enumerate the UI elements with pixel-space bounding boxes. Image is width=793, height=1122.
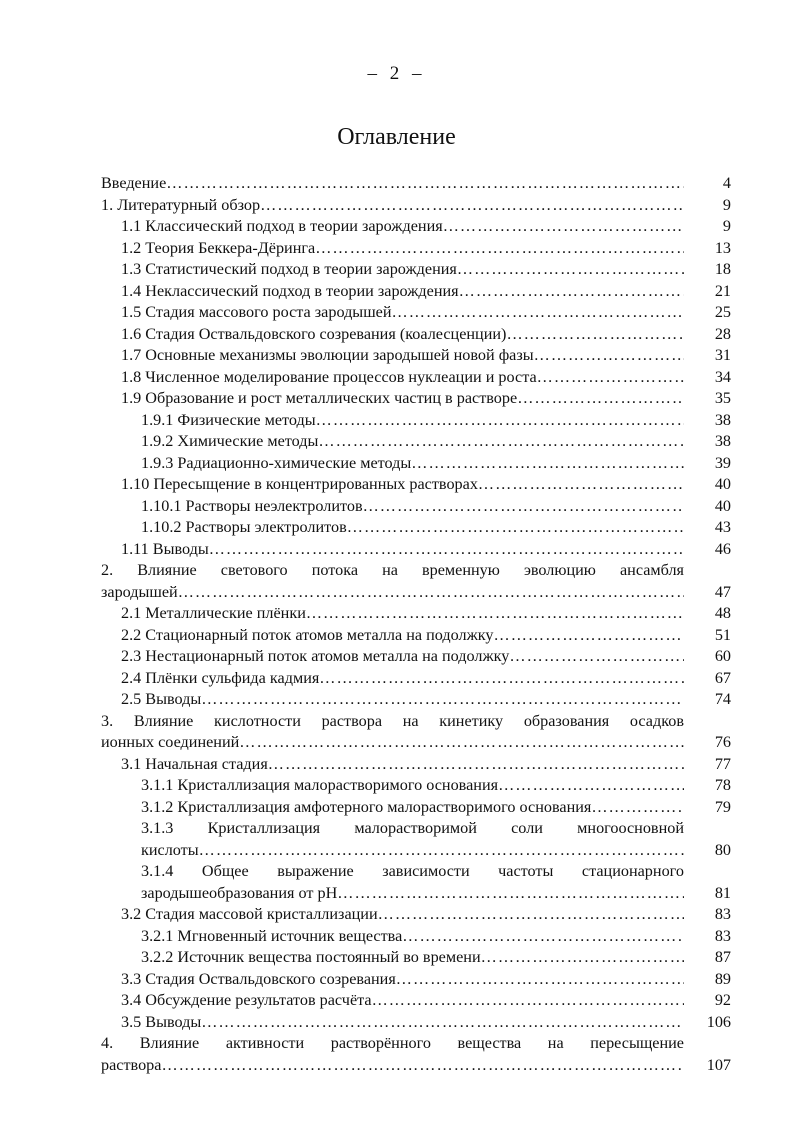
toc-entry-page: 77 <box>714 754 731 773</box>
dot-leader <box>372 990 684 1012</box>
toc-entry <box>101 302 731 324</box>
dot-leader <box>337 883 684 905</box>
toc-entry-page: 4 <box>722 174 731 192</box>
toc-entry-page: 74 <box>714 690 731 708</box>
toc-entry-title: 1.9.1 Физические методы <box>141 410 316 429</box>
toc-entry-title: Введение <box>101 174 167 192</box>
toc-entry-page: 48 <box>714 604 731 622</box>
toc-entry-title: раствора <box>101 1055 162 1074</box>
toc-entry-title-line: 4. Влияние активности растворённого вещества на пересыщение <box>101 1034 684 1052</box>
dot-leader <box>209 539 684 561</box>
toc-entry <box>101 1012 731 1034</box>
toc-entry-title: ионных соединений <box>101 733 240 751</box>
toc-entry <box>101 259 731 281</box>
toc-entry-title: 3.2.1 Мгновенный источник вещества <box>141 926 403 945</box>
toc-entry-page: 60 <box>714 647 731 665</box>
toc-entry-title: 3.3 Стадия Оствальдовского созревания <box>121 969 396 988</box>
toc-entry-page: 34 <box>714 367 731 386</box>
toc-entry-title: 1.9.3 Радиационно-химические методы <box>141 453 412 472</box>
dot-leader <box>161 1055 684 1077</box>
dot-leader <box>481 947 684 969</box>
toc-entry-page: 87 <box>714 948 731 966</box>
dot-leader <box>178 582 684 604</box>
toc-entry-title: 1.9 Образование и рост металлических частиц в растворе <box>121 389 518 407</box>
toc-entry-title-line: 2. Влияние светового потока на временную эволюцию ансамбля <box>101 561 684 579</box>
toc-entry-title: 1.10.2 Растворы электролитов <box>141 518 347 536</box>
dot-leader <box>478 474 684 496</box>
toc-entry <box>101 1033 731 1076</box>
toc-entry <box>101 603 731 625</box>
toc-entry <box>101 797 731 819</box>
toc-entry-page: 107 <box>706 1055 731 1074</box>
toc-entry-page: 35 <box>714 389 731 407</box>
toc-entry-title: 3.2.2 Источник вещества постоянный во времени <box>141 948 481 966</box>
toc-entry-title: кислоты <box>141 840 199 859</box>
toc-entry <box>101 560 731 603</box>
toc-entry-page: 92 <box>714 991 731 1009</box>
dot-leader <box>411 453 684 475</box>
toc-entry <box>101 689 731 711</box>
toc-entry-page: 39 <box>714 453 731 472</box>
toc-entry <box>101 711 731 754</box>
toc-entry-title: 1.6 Стадия Оствальдовского созревания (коалесценции) <box>121 324 507 343</box>
toc-entry-title: 1.10.1 Растворы неэлектролитов <box>141 496 363 515</box>
toc-entry <box>101 625 731 647</box>
toc-entry-page: 83 <box>714 905 731 923</box>
toc-entry <box>101 969 731 991</box>
toc-entry-title: 3.1 Начальная стадия <box>121 754 268 773</box>
toc-entry <box>101 410 731 432</box>
toc-entry-page: 46 <box>714 539 731 558</box>
dot-leader <box>517 388 684 410</box>
table-of-contents <box>101 173 731 1076</box>
toc-entry-title: зародышей <box>101 582 178 601</box>
dot-leader <box>347 517 684 539</box>
dot-leader <box>260 195 684 217</box>
toc-entry-title: 1.10 Пересыщение в концентрированных растворах <box>121 475 478 493</box>
toc-entry-title-line: 3.1.3 Кристаллизация малорастворимой соли многоосновной <box>141 819 684 837</box>
dot-leader <box>506 324 684 346</box>
dot-leader <box>509 646 684 668</box>
toc-entry <box>101 496 731 518</box>
toc-entry <box>101 926 731 948</box>
toc-entry-page: 106 <box>706 1012 731 1031</box>
toc-entry-page: 43 <box>714 518 731 536</box>
toc-entry-title: 3.5 Выводы <box>121 1012 202 1031</box>
toc-entry <box>101 281 731 303</box>
toc-entry-page: 76 <box>714 733 731 751</box>
toc-entry <box>101 216 731 238</box>
toc-entry-title: 1.11 Выводы <box>121 539 209 558</box>
dot-leader <box>166 173 684 195</box>
dot-leader <box>239 732 684 754</box>
dot-leader <box>392 302 685 324</box>
toc-entry-title: 2.2 Стационарный поток атомов металла на подолжку <box>121 625 494 644</box>
toc-entry <box>101 388 731 410</box>
toc-entry <box>101 238 731 260</box>
toc-entry-page: 21 <box>714 281 731 300</box>
toc-entry-page: 67 <box>714 668 731 687</box>
page-title: Оглавление <box>337 124 456 150</box>
toc-entry <box>101 947 731 969</box>
toc-entry-page: 47 <box>714 582 731 601</box>
toc-entry-page: 9 <box>722 217 731 235</box>
toc-entry-page: 9 <box>722 195 731 214</box>
toc-entry <box>101 818 731 861</box>
toc-entry-page: 40 <box>714 496 731 515</box>
toc-entry <box>101 367 731 389</box>
toc-entry <box>101 990 731 1012</box>
dot-leader <box>363 496 684 518</box>
toc-entry-title: 3.2 Стадия массовой кристаллизации <box>121 905 378 923</box>
toc-entry-title: 2.3 Нестационарный поток атомов металла на подолжку <box>121 647 510 665</box>
toc-entry-title: 1.7 Основные механизмы эволюции зародышей новой фазы <box>121 346 534 364</box>
toc-entry <box>101 474 731 496</box>
dot-leader <box>316 410 684 432</box>
toc-entry <box>101 453 731 475</box>
toc-entry <box>101 195 731 217</box>
toc-entry-title-line: 3. Влияние кислотности раствора на кинетику образования осадков <box>101 711 684 730</box>
toc-entry-page: 31 <box>714 346 731 364</box>
toc-entry-page: 28 <box>714 324 731 343</box>
toc-entry-page: 79 <box>714 797 731 816</box>
toc-entry-title: 1.1 Классический подход в теории зарождения <box>121 217 443 235</box>
toc-entry-page: 40 <box>714 475 731 493</box>
dot-leader <box>268 754 684 776</box>
dot-leader <box>396 969 684 991</box>
toc-entry-page: 80 <box>714 840 731 859</box>
dot-leader <box>306 603 684 625</box>
toc-entry-page: 18 <box>714 260 731 278</box>
toc-entry <box>101 775 731 797</box>
toc-entry-title: 2.5 Выводы <box>121 690 202 708</box>
dot-leader <box>459 281 684 303</box>
toc-entry-page: 83 <box>714 926 731 945</box>
toc-entry-page: 51 <box>714 625 731 644</box>
toc-entry-page: 25 <box>714 303 731 321</box>
toc-entry-title-line: 3.1.4 Общее выражение зависимости частоты стационарного <box>141 862 684 880</box>
page-number: – 2 – <box>367 63 426 84</box>
dot-leader <box>443 216 684 238</box>
toc-entry-title: 1.9.2 Химические методы <box>141 432 319 450</box>
toc-entry <box>101 646 731 668</box>
dot-leader <box>457 259 684 281</box>
toc-entry-page: 38 <box>714 432 731 450</box>
toc-entry-title: 1.8 Численное моделирование процессов нуклеации и роста <box>121 367 537 386</box>
toc-entry-title: 1.4 Неклассический подход в теории зарождения <box>121 281 459 300</box>
toc-entry <box>101 861 731 904</box>
toc-entry-page: 81 <box>714 883 731 902</box>
toc-entry <box>101 517 731 539</box>
toc-entry-title: 3.4 Обсуждение результатов расчёта <box>121 991 372 1009</box>
dot-leader <box>318 431 684 453</box>
toc-entry-title: 1.3 Статистический подход в теории зарождения <box>121 260 457 278</box>
toc-entry-page: 13 <box>714 238 731 257</box>
dot-leader <box>319 668 684 690</box>
toc-entry-page: 78 <box>714 776 731 794</box>
toc-entry <box>101 904 731 926</box>
toc-entry-page: 89 <box>714 969 731 988</box>
toc-entry-title: 2.1 Металлические плёнки <box>121 604 306 622</box>
dot-leader <box>315 238 684 260</box>
dot-leader <box>591 797 684 819</box>
toc-entry-title: 3.1.1 Кристаллизация малорастворимого основания <box>141 776 499 794</box>
toc-entry <box>101 539 731 561</box>
toc-entry-title: 1.5 Стадия массового роста зародышей <box>121 303 392 321</box>
toc-entry <box>101 345 731 367</box>
toc-entry-title: 3.1.2 Кристаллизация амфотерного малорастворимого основания <box>141 797 592 816</box>
dot-leader <box>199 840 684 862</box>
dot-leader <box>534 345 684 367</box>
toc-entry <box>101 173 731 195</box>
toc-entry-title: 2.4 Плёнки сульфида кадмия <box>121 668 320 687</box>
toc-entry-title: зародышеобразования от pH <box>141 883 338 902</box>
toc-entry-title: 1.2 Теория Беккера-Дёринга <box>121 238 316 257</box>
dot-leader <box>494 625 685 647</box>
toc-entry <box>101 324 731 346</box>
dot-leader <box>378 904 684 926</box>
dot-leader <box>498 775 684 797</box>
dot-leader <box>201 1012 684 1034</box>
toc-entry-page: 38 <box>714 410 731 429</box>
dot-leader <box>201 689 684 711</box>
dot-leader <box>537 367 684 389</box>
toc-entry <box>101 754 731 776</box>
toc-entry <box>101 668 731 690</box>
toc-entry-title: 1. Литературный обзор <box>101 195 261 214</box>
dot-leader <box>402 926 684 948</box>
toc-entry <box>101 431 731 453</box>
